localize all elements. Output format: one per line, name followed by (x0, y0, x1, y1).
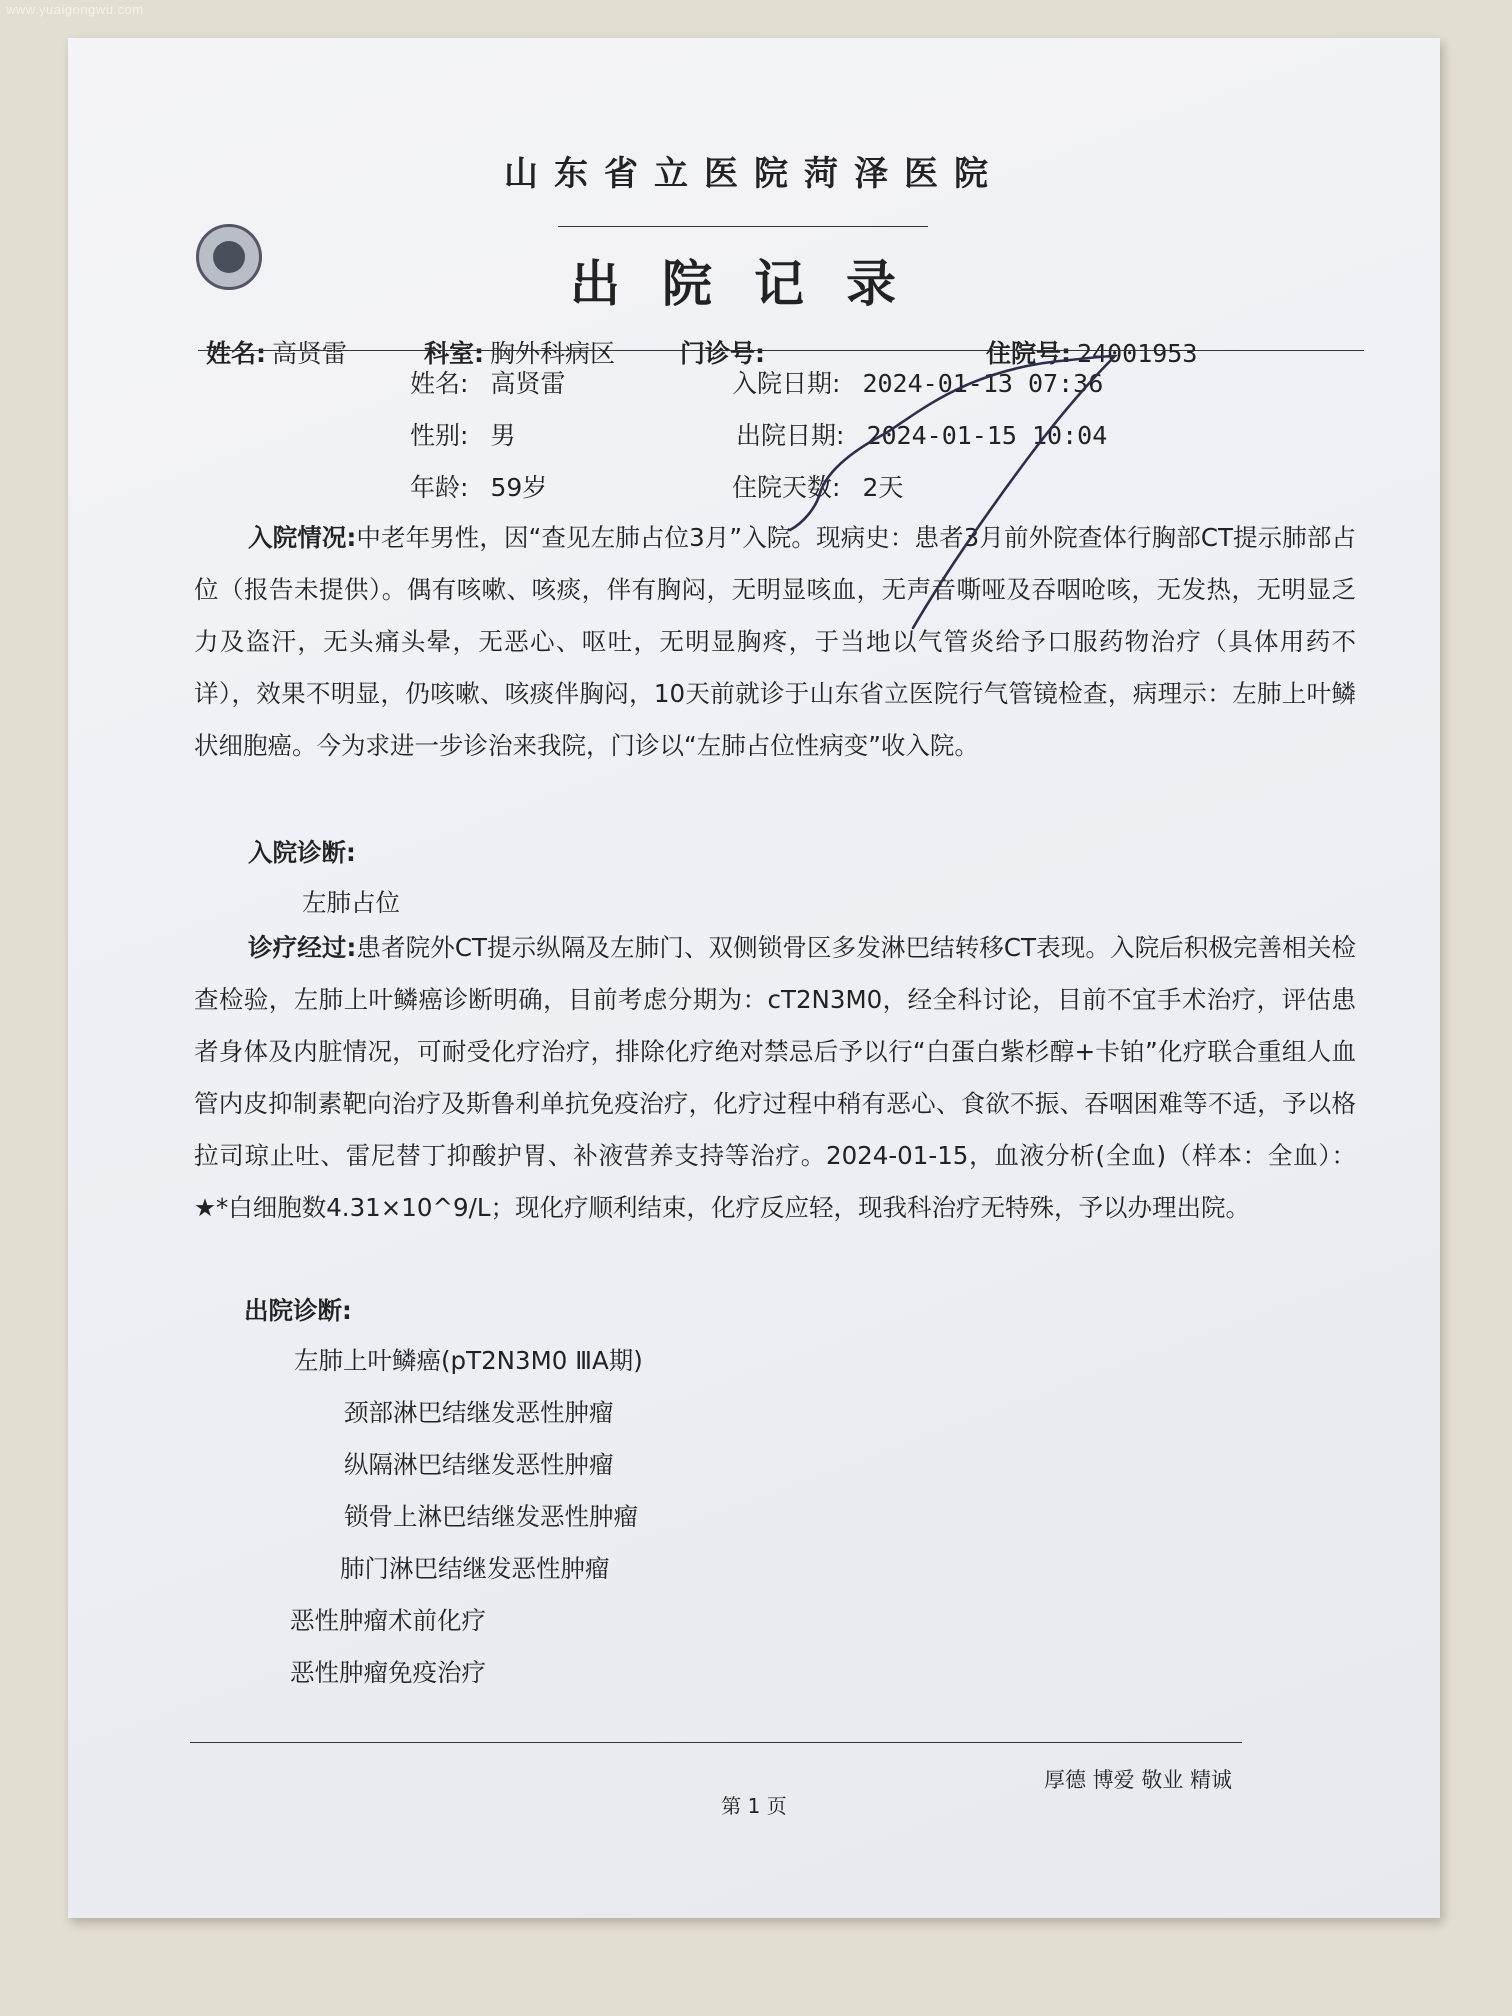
info-name-value: 高贤雷 (490, 369, 566, 398)
document-title: 出院记录 (570, 254, 938, 313)
discharge-diagnosis-item: 锁骨上淋巴结继发恶性肿瘤 (344, 1502, 638, 1531)
info-discharge-date-label: 出院日期: (736, 421, 845, 450)
info-stay-days-value: 2天 (862, 473, 904, 502)
discharge-record-page (68, 38, 1440, 1918)
admission-diagnosis-label: 入院诊断: (248, 838, 356, 867)
watermark: www.yuaigongwu.com (6, 2, 144, 17)
hospital-name: 山东省立医院菏泽医院 (504, 154, 1004, 194)
header-divider (198, 350, 1364, 351)
header-name-value: 高贤雷 (272, 339, 348, 368)
info-name (410, 364, 565, 400)
discharge-diagnosis-label: 出院诊断: (244, 1296, 352, 1325)
header-patient-name (206, 334, 347, 370)
admission-diagnosis-value: 左肺占位 (302, 888, 400, 917)
discharge-diagnosis-item: 恶性肿瘤免疫治疗 (290, 1658, 486, 1687)
header-admission-no-value: 24001953 (1077, 339, 1198, 368)
discharge-diagnosis-item: 肺门淋巴结继发恶性肿瘤 (340, 1554, 610, 1583)
header-admission-no-label: 住院号: (986, 339, 1071, 368)
header-dept-label: 科室: (424, 339, 484, 368)
info-gender-label: 性别: (410, 421, 469, 450)
info-admit-date-label: 入院日期: (732, 369, 841, 398)
discharge-diagnosis-item: 纵隔淋巴结继发恶性肿瘤 (344, 1450, 614, 1479)
info-age (410, 468, 547, 504)
info-age-label: 年龄: (410, 473, 469, 502)
info-name-label: 姓名: (410, 369, 469, 398)
admission-situation-label: 入院情况: (248, 523, 357, 552)
treatment-course (194, 922, 1356, 1234)
discharge-diagnosis-item: 恶性肿瘤术前化疗 (290, 1606, 486, 1635)
info-discharge-date (736, 416, 1107, 452)
header-name-label: 姓名: (206, 339, 266, 368)
discharge-diagnosis-item: 左肺上叶鳞癌(pT2N3M0 ⅢA期) (294, 1346, 643, 1375)
info-discharge-date-value: 2024-01-15 10:04 (866, 421, 1108, 450)
header-clinic-label: 门诊号: (680, 339, 765, 368)
info-admit-date-value: 2024-01-13 07:36 (862, 369, 1104, 398)
hospital-motto: 厚德 博爱 敬业 精诚 (1043, 1768, 1232, 1792)
info-admit-date (732, 364, 1103, 400)
info-gender (410, 416, 515, 452)
footer-divider (190, 1742, 1242, 1743)
page-number: 第 1 页 (721, 1794, 787, 1818)
admission-situation (194, 512, 1356, 772)
discharge-diagnosis-item: 颈部淋巴结继发恶性肿瘤 (344, 1398, 614, 1427)
info-stay-days-label: 住院天数: (732, 473, 841, 502)
info-gender-value: 男 (490, 421, 516, 450)
treatment-course-label: 诊疗经过: (248, 933, 357, 962)
info-age-value: 59岁 (490, 473, 548, 502)
info-stay-days (732, 468, 903, 504)
title-divider (558, 226, 928, 227)
header-dept-value: 胸外科病区 (490, 339, 616, 368)
treatment-course-text: 患者院外CT提示纵隔及左肺门、双侧锁骨区多发淋巴结转移CT表现。入院后积极完善相关检查检验，左肺上叶鳞癌诊断明确，目前考虑分期为：cT2N3M0，经全科讨论，目前不宜手术治疗，评估患者身体及内脏情况，可耐受化疗治疗，排除化疗绝对禁忌后予以行“白蛋白紫杉醇+卡铂”化疗联合重组人血管内皮抑制素靶向治疗及斯鲁利单抗免疫治疗，化疗过程中稍有恶心、食欲不振、吞咽困难等不适，予以格拉司琼止吐、雷尼替丁抑酸护胃、补液营养支持等治疗。2024-01-15，血液分析(全血)（样本：全血）：★*白细胞数4.31×10^9/L；现化疗顺利结束，化疗反应轻，现我科治疗无特殊，予以办理出院。 (194, 933, 1356, 1222)
admission-situation-text: 中老年男性，因“查见左肺占位3月”入院。现病史：患者3月前外院查体行胸部CT提示肺部占位（报告未提供）。偶有咳嗽、咳痰，伴有胸闷，无明显咳血，无声音嘶哑及吞咽呛咳，无发热，无明显乏力及盗汗，无头痛头晕，无恶心、呕吐，无明显胸疼，于当地以气管炎给予口服药物治疗（具体用药不详），效果不明显，仍咳嗽、咳痰伴胸闷，10天前就诊于山东省立医院行气管镜检查，病理示：左肺上叶鳞状细胞癌。今为求进一步诊治来我院，门诊以“左肺占位性病变”收入院。 (194, 523, 1356, 760)
